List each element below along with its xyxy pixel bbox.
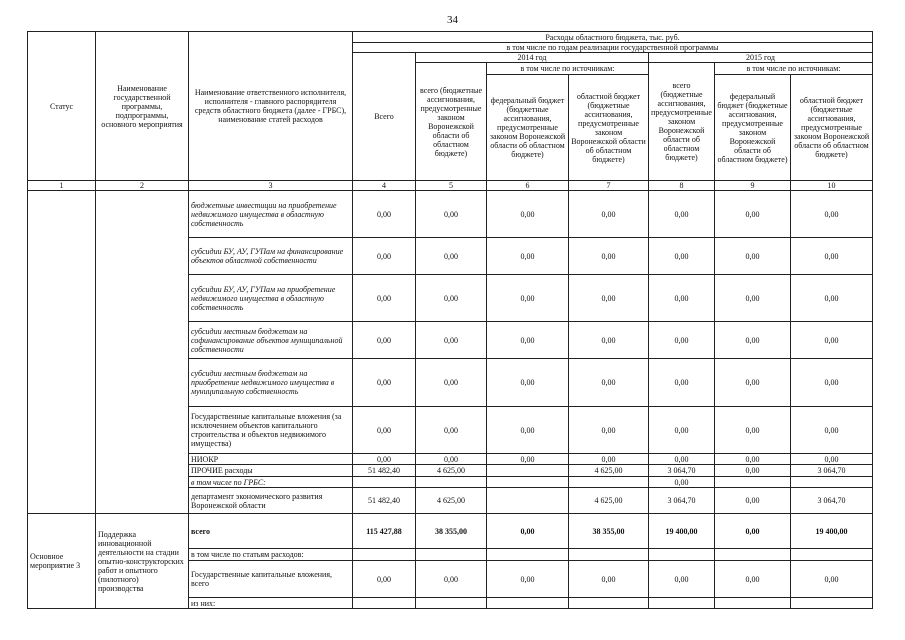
header-executor: Наименование ответственного исполнителя, исполнителя - главного распорядителя средств областного бюджета (далее - ГРБС), наименование статей расходов [189, 32, 353, 181]
column-number-row [28, 181, 873, 191]
value-cell: 0,00 [487, 275, 569, 322]
value-cell: 0,00 [487, 322, 569, 359]
header-sources-2014: в том числе по источникам: [487, 63, 649, 75]
col-number: 5 [416, 181, 487, 191]
value-cell: 0,00 [569, 454, 649, 465]
row-label: субсидии местным бюджетам на софинансирование объектов муниципальной собственности [189, 322, 353, 359]
value-cell: 0,00 [791, 322, 873, 359]
value-cell: 0,00 [569, 322, 649, 359]
status-cell [28, 191, 96, 514]
value-cell: 0,00 [416, 322, 487, 359]
value-cell: 4 625,00 [416, 488, 487, 514]
value-cell: 0,00 [791, 407, 873, 454]
header-budget-title: Расходы областного бюджета, тыс. руб. [353, 32, 873, 43]
value-cell: 3 064,70 [649, 488, 715, 514]
value-cell: 0,00 [715, 191, 791, 238]
header-program: Наименование государственной программы, подпрограммы, основного мероприятия [96, 32, 189, 181]
row-label: субсидии БУ, АУ, ГУПам на финансирование объектов областной собственности [189, 238, 353, 275]
value-cell: 115 427,88 [353, 514, 416, 549]
value-cell: 0,00 [487, 191, 569, 238]
value-cell: 0,00 [353, 561, 416, 598]
value-cell: 0,00 [487, 561, 569, 598]
program-cell [96, 191, 189, 514]
header-year-2015: 2015 год [649, 53, 873, 63]
header-col8: всего (бюджетные ассигнования, предусмотренные законом Воронежской области об областном бюджете) [649, 63, 715, 181]
value-cell [487, 488, 569, 514]
col-number: 9 [715, 181, 791, 191]
value-cell: 0,00 [569, 275, 649, 322]
header-col10: областной бюджет (бюджетные ассигнования, предусмотренные законом Воронежской области об областном бюджете) [791, 75, 873, 181]
value-cell: 0,00 [791, 191, 873, 238]
value-cell: 0,00 [715, 407, 791, 454]
value-cell: 0,00 [353, 191, 416, 238]
value-cell [569, 477, 649, 488]
value-cell: 0,00 [791, 359, 873, 407]
col-number: 2 [96, 181, 189, 191]
value-cell: 0,00 [353, 359, 416, 407]
col-number: 6 [487, 181, 569, 191]
value-cell: 0,00 [487, 514, 569, 549]
value-cell: 0,00 [416, 359, 487, 407]
value-cell: 0,00 [416, 454, 487, 465]
value-cell: 0,00 [715, 359, 791, 407]
header-status: Статус [28, 32, 96, 181]
page-number: 34 [447, 14, 458, 26]
value-cell: 19 400,00 [649, 514, 715, 549]
value-cell: 0,00 [416, 191, 487, 238]
row-label: Государственные капитальные вложения (за исключением объектов капитального строительства и объектов недвижимого имущества) [189, 407, 353, 454]
value-cell [353, 477, 416, 488]
value-cell: 0,00 [569, 191, 649, 238]
value-cell: 0,00 [353, 238, 416, 275]
value-cell [487, 477, 569, 488]
value-cell [791, 477, 873, 488]
header-col6: федеральный бюджет (бюджетные ассигнования, предусмотренные законом Воронежской области об областном бюджете) [487, 75, 569, 181]
block-status: Основное мероприятие 3 [28, 514, 96, 609]
value-cell [416, 477, 487, 488]
value-cell: 0,00 [715, 454, 791, 465]
value-cell: 3 064,70 [791, 488, 873, 514]
value-cell: 0,00 [569, 407, 649, 454]
value-cell: 0,00 [487, 454, 569, 465]
value-cell: 0,00 [569, 238, 649, 275]
value-cell: 0,00 [649, 322, 715, 359]
header-col5: всего (бюджетные ассигнования, предусмотренные законом Воронежской области об областном бюджете) [416, 63, 487, 181]
value-cell: 0,00 [649, 454, 715, 465]
value-cell: 0,00 [416, 238, 487, 275]
row-label: в том числе по статьям расходов: [189, 549, 353, 561]
value-cell: 0,00 [649, 561, 715, 598]
col-number: 3 [189, 181, 353, 191]
value-cell: 4 625,00 [569, 465, 649, 477]
value-cell: 0,00 [791, 454, 873, 465]
col-number: 10 [791, 181, 873, 191]
col-number: 8 [649, 181, 715, 191]
value-cell: 0,00 [649, 238, 715, 275]
value-cell: 51 482,40 [353, 488, 416, 514]
value-cell: 38 355,00 [569, 514, 649, 549]
value-cell: 0,00 [569, 359, 649, 407]
value-cell: 38 355,00 [416, 514, 487, 549]
row-label: Государственные капитальные вложения, всего [189, 561, 353, 598]
value-cell [715, 477, 791, 488]
row-label: в том числе по ГРБС: [189, 477, 353, 488]
header-by-years: в том числе по годам реализации государственной программы [353, 43, 873, 53]
header-col9: федеральный бюджет (бюджетные ассигнования, предусмотренные законом Воронежской области об областном бюджете) [715, 75, 791, 181]
value-cell [487, 465, 569, 477]
value-cell: 0,00 [715, 514, 791, 549]
header-year-2014: 2014 год [416, 53, 649, 63]
value-cell: 0,00 [353, 275, 416, 322]
value-cell: 0,00 [715, 561, 791, 598]
value-cell: 0,00 [416, 275, 487, 322]
value-cell: 0,00 [791, 561, 873, 598]
value-cell: 3 064,70 [791, 465, 873, 477]
value-cell: 0,00 [649, 191, 715, 238]
value-cell: 0,00 [791, 238, 873, 275]
value-cell: 0,00 [353, 454, 416, 465]
value-cell: 0,00 [487, 407, 569, 454]
value-cell: 0,00 [353, 322, 416, 359]
value-cell: 0,00 [416, 407, 487, 454]
value-cell: 0,00 [569, 561, 649, 598]
value-cell: 0,00 [416, 561, 487, 598]
row-label: бюджетные инвестиции на приобретение недвижимого имущества в областную собственность [189, 191, 353, 238]
block-name: Поддержка инновационной деятельности на стадии опытно-конструкторских работ и опытного (пилотного) производства [96, 514, 189, 609]
value-cell: 0,00 [487, 238, 569, 275]
value-cell: 0,00 [353, 407, 416, 454]
row-label: всего [189, 514, 353, 549]
value-cell: 51 482,40 [353, 465, 416, 477]
header-total: Всего [353, 53, 416, 181]
value-cell: 0,00 [715, 465, 791, 477]
value-cell: 0,00 [649, 359, 715, 407]
value-cell: 3 064,70 [649, 465, 715, 477]
value-cell: 0,00 [715, 322, 791, 359]
value-cell: 0,00 [715, 238, 791, 275]
row-label: департамент экономического развития Воронежской области [189, 488, 353, 514]
row-label: субсидии местным бюджетам на приобретение недвижимого имущества в муниципальную собственность [189, 359, 353, 407]
table-row [28, 514, 873, 549]
value-cell: 19 400,00 [791, 514, 873, 549]
header-sources-2015: в том числе по источникам: [715, 63, 873, 75]
value-cell: 0,00 [715, 275, 791, 322]
value-cell: 0,00 [649, 275, 715, 322]
value-cell: 0,00 [791, 275, 873, 322]
row-label: из них: [189, 598, 353, 609]
row-label: ПРОЧИЕ расходы [189, 465, 353, 477]
value-cell: 0,00 [487, 359, 569, 407]
col-number: 4 [353, 181, 416, 191]
header-col7: областной бюджет (бюджетные ассигнования, предусмотренные законом Воронежской области об областном бюджете) [569, 75, 649, 181]
value-cell: 4 625,00 [416, 465, 487, 477]
row-label: НИОКР [189, 454, 353, 465]
col-number: 7 [569, 181, 649, 191]
value-cell: 4 625,00 [569, 488, 649, 514]
col-number: 1 [28, 181, 96, 191]
table-row [28, 191, 873, 238]
budget-table [27, 31, 873, 609]
row-label: субсидии БУ, АУ, ГУПам на приобретение недвижимого имущества в областную собственность [189, 275, 353, 322]
value-cell: 0,00 [649, 407, 715, 454]
value-cell: 0,00 [715, 488, 791, 514]
value-cell: 0,00 [649, 477, 715, 488]
